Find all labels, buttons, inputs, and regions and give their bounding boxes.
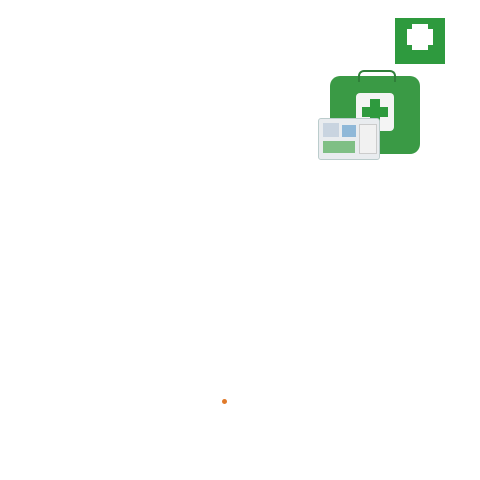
column-header (219, 202, 247, 216)
open-kit-image (318, 118, 380, 160)
cederroth-logo (395, 18, 445, 64)
section-1-heading (102, 67, 132, 73)
material-list (117, 313, 397, 353)
column-header (247, 202, 343, 216)
table-header-row (117, 202, 387, 216)
orkla-care-logo (208, 398, 268, 424)
product-reference (106, 42, 136, 48)
column-header (361, 202, 387, 216)
section-2-heading (102, 179, 132, 185)
column-header (117, 202, 201, 216)
contents-table (117, 202, 387, 216)
column-header (201, 202, 219, 216)
column-header (343, 202, 361, 216)
